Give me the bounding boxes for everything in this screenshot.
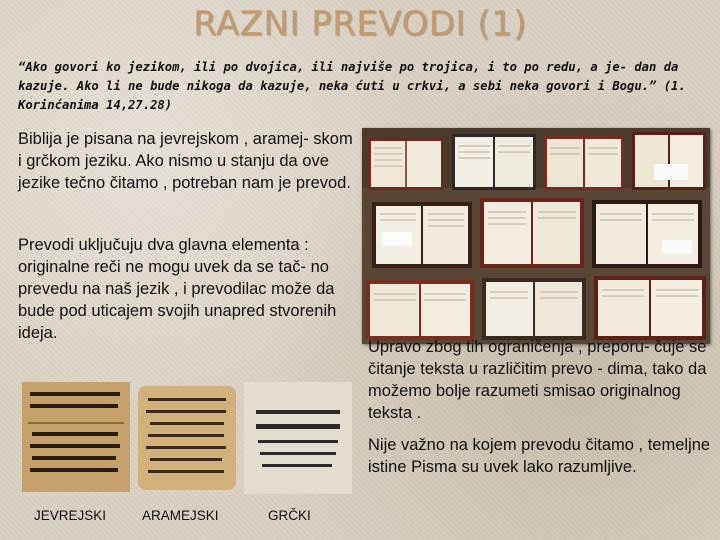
recommendation-paragraph: Upravo zbog tih ograničenja , preporu- čuje se čitanje teksta u različitim prevo - dima, tako da možemo bolje razumeti smisao originalnog teksta . (368, 338, 707, 422)
bible-book (368, 138, 444, 190)
greek-label: GRČKI (268, 508, 311, 523)
bible-book (480, 198, 584, 268)
slide-title: RAZNI PREVODI (1) (193, 4, 527, 44)
hebrew-label: JEVREJSKI (34, 508, 107, 523)
bible-book (372, 202, 472, 268)
bible-book (366, 280, 474, 340)
intro-paragraph: Biblija je pisana na jevrejskom , aramej- skom i grčkom jeziku. Ako nismo u stanju da ove jezike tečno čitamo , potreban nam je prevod. (18, 130, 353, 192)
greek-fragment (244, 382, 352, 494)
bible-book (632, 132, 706, 190)
bible-book (452, 134, 536, 190)
translation-elements-paragraph: Prevodi uključuju dva glavna elementa : originalne reči ne mogu uvek da se tač- no prevedu na naš jezik , i prevodilac može da bude pod uticajem svojih unapred stvorenih ideja. (18, 236, 337, 342)
aramaic-fragment (138, 386, 236, 490)
bible-book (544, 136, 624, 190)
bible-book (594, 276, 706, 340)
aramaic-label: ARAMEJSKI (142, 508, 219, 523)
open-bibles-photo (362, 128, 710, 344)
bible-book (482, 278, 586, 340)
bible-book (592, 200, 702, 268)
bible-quote: “Ako govori ko jezikom, ili po dvojica, ili najviše po trojica, i to po redu, a je- dan da kazuje. Ako li ne bude nikoga da kazuje, neka ćuti u crkvi, a sebi neka govori i Bogu.” (1. Korinćanima 14,27.28) (18, 60, 686, 112)
hebrew-fragment (22, 382, 130, 492)
scripture-truth-paragraph: Nije važno na kojem prevodu čitamo , temeljne istine Pisma su uvek lako razumljive. (368, 436, 711, 476)
